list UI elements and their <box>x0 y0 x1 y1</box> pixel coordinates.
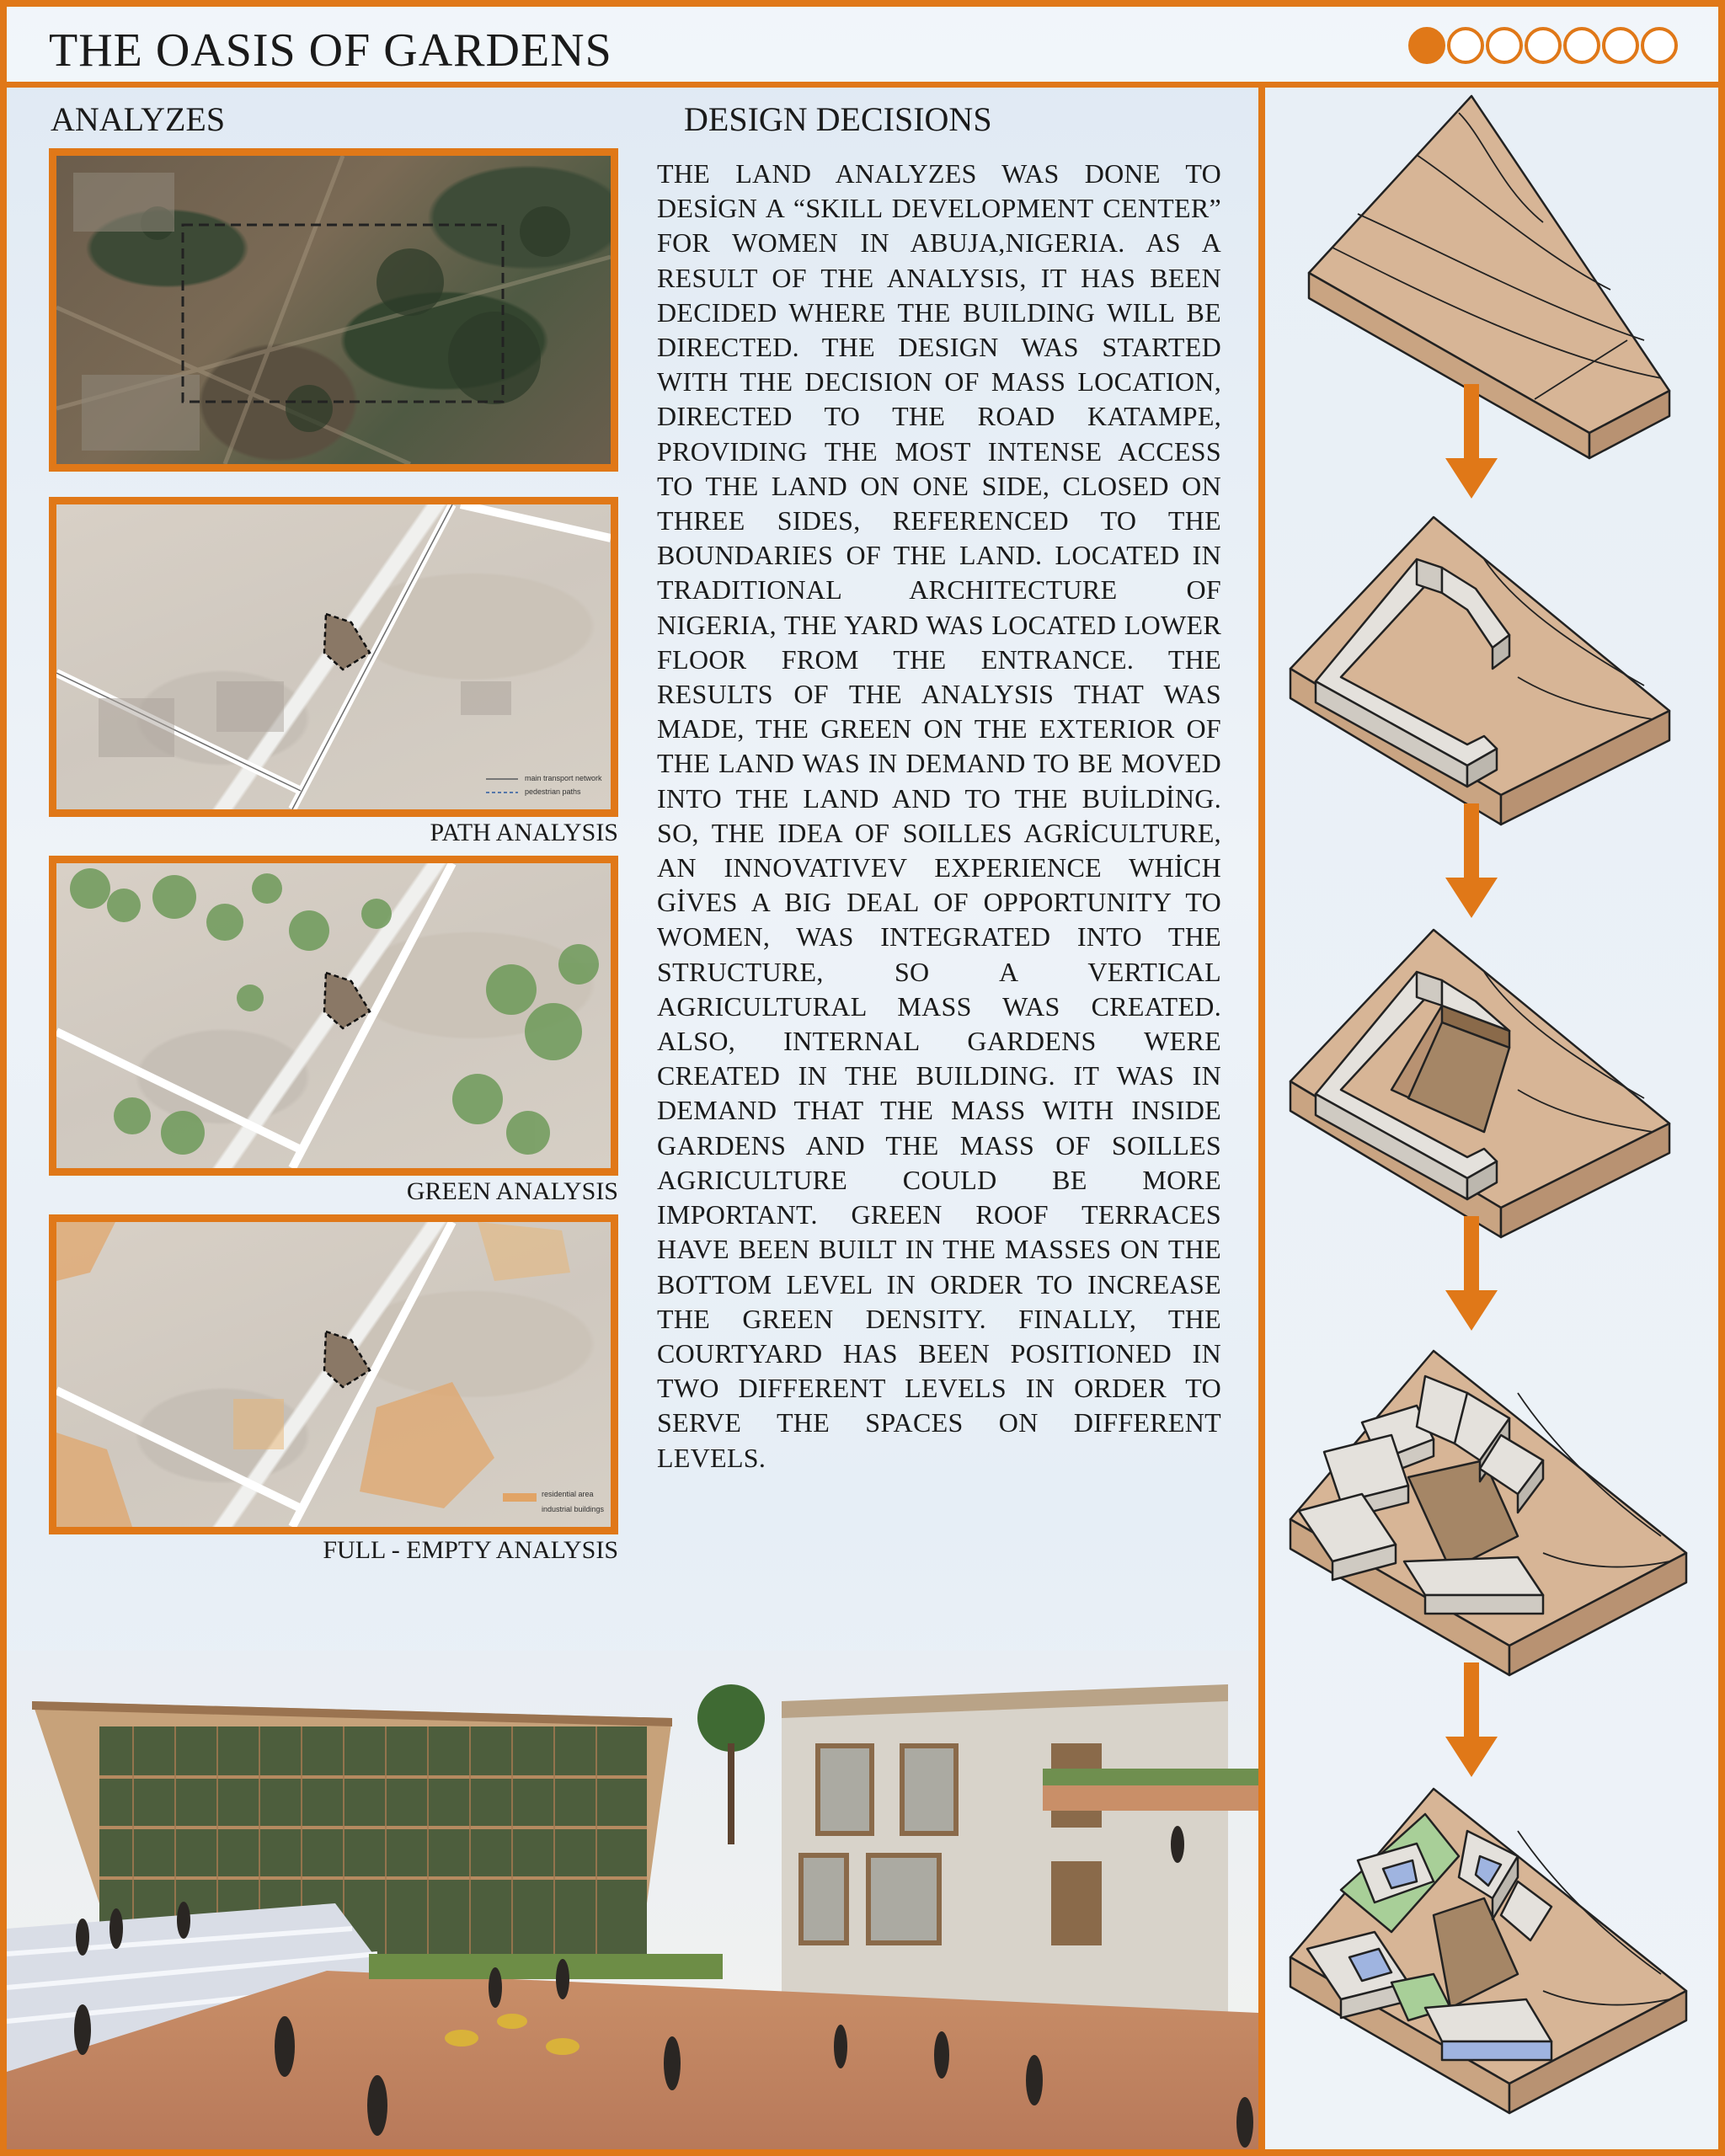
page-dot-4 <box>1525 27 1562 64</box>
page-dot-6 <box>1602 27 1639 64</box>
page-title: THE OASIS OF GARDENS <box>49 24 612 77</box>
design-decisions-heading: DESIGN DECISIONS <box>684 100 992 138</box>
header-bar <box>7 7 1718 88</box>
path-analysis-panel <box>49 497 618 817</box>
fullempty-legend-industrial: industrial buildings <box>542 1505 605 1513</box>
page-dot-5 <box>1563 27 1600 64</box>
path-legend-transport: main transport network <box>525 774 602 782</box>
analyzes-heading: ANALYZES <box>51 100 226 138</box>
green-analysis-panel <box>49 856 618 1176</box>
path-analysis-map <box>56 504 611 809</box>
page-indicator <box>1408 27 1678 64</box>
green-analysis-map <box>56 863 611 1168</box>
fullempty-legend-residential: residential area <box>542 1490 594 1498</box>
full-empty-analysis-map <box>56 1222 611 1527</box>
path-analysis-caption: PATH ANALYSIS <box>430 819 618 846</box>
full-empty-analysis-panel <box>49 1214 618 1534</box>
column-divider <box>1258 88 1265 2156</box>
page-dot-3 <box>1486 27 1523 64</box>
building-render-image <box>7 1651 1258 2149</box>
path-legend-pedestrian: pedestrian paths <box>525 787 581 796</box>
mass-evolution-diagram <box>1265 88 1718 2149</box>
mass-evolution-column <box>1265 88 1718 2149</box>
design-decisions-text: THE LAND ANALYZES WAS DONE TO DESİGN A “SKILL DEVELOPMENT CENTER” FOR WOMEN IN ABUJA,NIGERIA. AS A RESULT OF THE ANALYSIS, IT HAS BEEN DECIDED WHERE THE BUILDING WILL BE DIRECTED. THE DESIGN WAS STARTED WITH THE DECISION OF MASS LOCATION, DIRECTED TO THE ROAD KATAMPE, PROVIDING THE MOST INTENSE ACCESS TO THE LAND ON ONE SIDE, CLOSED ON THREE SIDES, REFERENCED TO THE BOUNDARIES OF THE LAND. LOCATED IN TRADITIONAL ARCHITECTURE OF NIGERIA, THE YARD WAS LOCATED LOWER FLOOR FROM THE ENTRANCE. THE RESULTS OF THE ANALYSIS THAT WAS MADE, THE GREEN ON THE EXTERIOR OF THE LAND WAS IN DEMAND TO BE MOVED INTO THE LAND AND TO THE BUİLDİNG. SO, THE IDEA OF SOILLES AGRİCULTURE, AN INNOVATIVEV EXPERIENCE WHİCH GİVES A BIG DEAL OF OPPORTUNITY TO WOMEN, WAS INTEGRATED INTO THE STRUCTURE, SO A VERTICAL AGRICULTURAL MASS WAS CREATED. ALSO, INTERNAL GARDENS WERE CREATED IN THE BUILDING. IT WAS IN DEMAND THAT THE MASS WITH INSIDE GARDENS AND THE MASS OF SOILLES AGRICULTURE COULD BE MORE IMPORTANT. GREEN ROOF TERRACES HAVE BEEN BUILT IN THE MASSES ON THE BOTTOM LEVEL IN ORDER TO INCREASE THE GREEN DENSITY. FINALLY, THE COURTYARD HAS BEEN POSITIONED IN TWO DIFFERENT LEVELS IN ORDER TO SERVE THE SPACES ON DIFFERENT LEVELS. <box>657 158 1221 1473</box>
page-dot-2 <box>1447 27 1484 64</box>
satellite-map-panel <box>49 148 618 472</box>
page-dot-1 <box>1408 27 1445 64</box>
full-empty-analysis-caption: FULL - EMPTY ANALYSIS <box>323 1536 618 1564</box>
building-render <box>7 1651 1258 2149</box>
page-dot-7 <box>1641 27 1678 64</box>
satellite-map-image <box>56 156 611 464</box>
green-analysis-caption: GREEN ANALYSIS <box>406 1177 618 1205</box>
